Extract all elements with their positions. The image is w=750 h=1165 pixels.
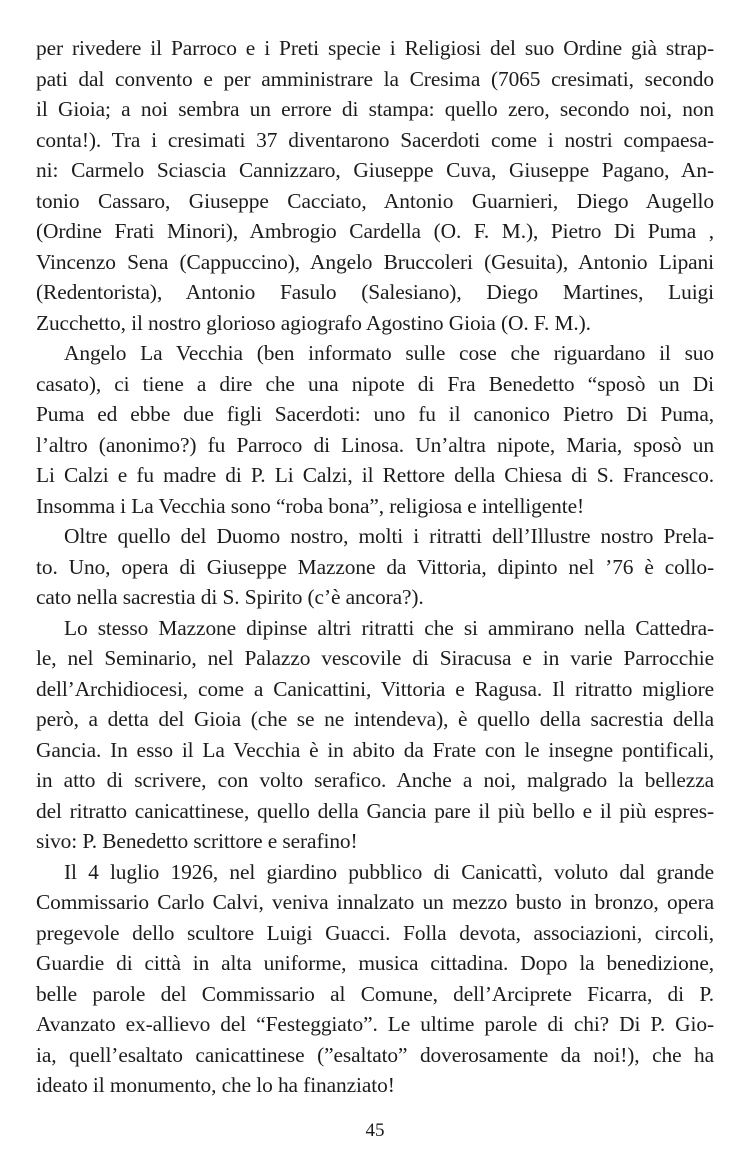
text-line: Lo stesso Mazzone dipinse altri ritratti che si ammirano nella Cattedra- — [64, 615, 714, 640]
text-line: Oltre quello del Duomo nostro, molti i ritratti dell’Illustre nostro Prela- — [64, 524, 714, 548]
text-line: ideato il monumento, che lo ha finanziato! — [36, 1073, 395, 1097]
paragraph-1 — [36, 33, 714, 338]
text-line: Puma ed ebbe due figli Sacerdoti: uno fu il canonico Pietro Di Puma, — [36, 402, 714, 426]
page-number: 45 — [365, 1120, 385, 1141]
paragraph-5 — [36, 857, 714, 1101]
text-line: Zucchetto, il nostro glorioso agiografo Agostino Gioia (O. F. M.). — [36, 310, 591, 335]
text-line: sivo: P. Benedetto scrittore e serafino! — [36, 829, 358, 853]
text-line: ia, quell’esaltato canicattinese (”esaltato” doverosamente da noi!), che ha — [36, 1042, 714, 1067]
text-line: Gancia. In esso il La Vecchia è in abito da Frate con le insegne pontificali, — [36, 737, 714, 762]
text-line: Commissario Carlo Calvi, veniva innalzato un mezzo busto in bronzo, opera — [36, 890, 714, 914]
text-line: Insomma i La Vecchia sono “roba bona”, religiosa e intelligente! — [36, 493, 584, 518]
text-line: Il 4 luglio 1926, nel giardino pubblico di Canicattì, voluto dal grande — [64, 859, 714, 884]
text-line: pregevole dello scultore Luigi Guacci. Folla devota, associazioni, circoli, — [36, 920, 714, 945]
paragraph-3 — [36, 521, 714, 613]
text-line: to. Uno, opera di Giuseppe Mazzone da Vittoria, dipinto nel ’76 è collo- — [36, 554, 714, 579]
text-line: cato nella sacrestia di S. Spirito (c’è ancora?). — [36, 585, 424, 609]
text-line: Li Calzi e fu madre di P. Li Calzi, il Rettore della Chiesa di S. Francesco. — [36, 463, 714, 487]
paragraph-2 — [36, 338, 714, 521]
page-body — [36, 33, 714, 1101]
text-line: (Redentorista), Antonio Fasulo (Salesiano), Diego Martines, Luigi — [36, 280, 714, 304]
text-line: per rivedere il Parroco e i Preti specie i Religiosi del suo Ordine già strap- — [36, 36, 714, 60]
text-line: del ritratto canicattinese, quello della Gancia pare il più bello e il più espres- — [36, 798, 714, 823]
text-line: dell’Archidiocesi, come a Canicattini, Vittoria e Ragusa. Il ritratto migliore — [36, 676, 714, 701]
text-line: le, nel Seminario, nel Palazzo vescovile di Siracusa e in varie Parrocchie — [36, 646, 714, 670]
text-line: in atto di scrivere, con volto serafico. Anche a noi, malgrado la bellezza — [36, 768, 714, 792]
text-line: però, a detta del Gioia (che se ne intendeva), è quello della sacrestia della — [36, 707, 714, 731]
text-line: Angelo La Vecchia (ben informato sulle cose che riguardano il suo — [64, 341, 714, 365]
paragraph-4 — [36, 613, 714, 857]
text-line: l’altro (anonimo?) fu Parroco di Linosa. Un’altra nipote, Maria, sposò un — [36, 432, 714, 457]
text-line: Vincenzo Sena (Cappuccino), Angelo Bruccoleri (Gesuita), Antonio Lipani — [36, 249, 714, 274]
text-line: il Gioia; a noi sembra un errore di stampa: quello zero, secondo noi, non — [36, 97, 714, 121]
text-line: pati dal convento e per amministrare la Cresima (7065 cresimati, secondo — [36, 66, 714, 91]
text-line: (Ordine Frati Minori), Ambrogio Cardella (O. F. M.), Pietro Di Puma , — [36, 219, 714, 243]
text-line: Avanzato ex-allievo del “Festeggiato”. Le ultime parole di chi? Di P. Gio- — [36, 1012, 714, 1036]
text-line: conta!). Tra i cresimati 37 diventarono Sacerdoti come i nostri compaesa- — [36, 127, 714, 152]
text-line: ni: Carmelo Sciascia Cannizzaro, Giuseppe Cuva, Giuseppe Pagano, An- — [36, 158, 714, 182]
text-line: casato), ci tiene a dire che una nipote di Fra Benedetto “sposò un Di — [36, 371, 714, 396]
text-line: Guardie di città in alta uniforme, musica cittadina. Dopo la benedizione, — [36, 951, 714, 975]
text-line: belle parole del Commissario al Comune, dell’Arciprete Ficarra, di P. — [36, 981, 714, 1006]
text-line: tonio Cassaro, Giuseppe Cacciato, Antonio Guarnieri, Diego Augello — [36, 188, 714, 213]
